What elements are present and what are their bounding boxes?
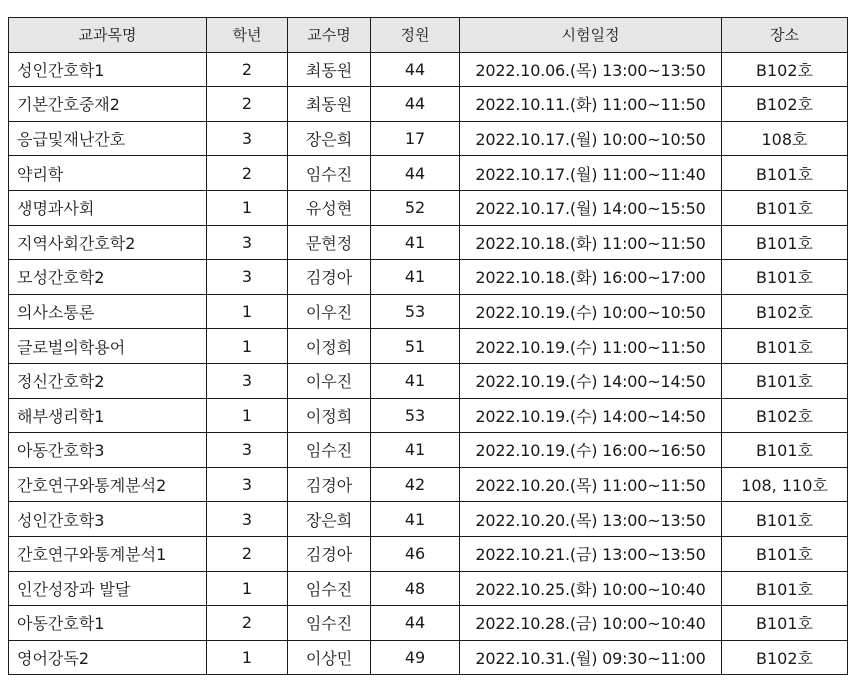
table-row [9, 225, 848, 260]
cell-quota: 44 [371, 156, 460, 191]
cell-schedule: 2022.10.11.(화) 11:00~11:50 [460, 87, 722, 122]
cell-grade: 3 [207, 121, 288, 156]
cell-subject: 간호연구와통계분석2 [9, 467, 207, 502]
cell-quota: 41 [371, 225, 460, 260]
cell-professor: 임수진 [288, 571, 371, 606]
table-body [9, 52, 848, 675]
exam-schedule-table [8, 17, 848, 675]
header-grade: 학년 [207, 18, 288, 53]
table-row [9, 433, 848, 468]
cell-place: B101호 [722, 536, 848, 571]
table-row [9, 467, 848, 502]
cell-subject: 의사소통론 [9, 294, 207, 329]
table-row [9, 363, 848, 398]
cell-quota: 41 [371, 433, 460, 468]
cell-quota: 48 [371, 571, 460, 606]
cell-schedule: 2022.10.17.(월) 11:00~11:40 [460, 156, 722, 191]
cell-place: B101호 [722, 363, 848, 398]
table-row [9, 156, 848, 191]
cell-schedule: 2022.10.06.(목) 13:00~13:50 [460, 52, 722, 87]
cell-grade: 1 [207, 571, 288, 606]
cell-place: B101호 [722, 225, 848, 260]
table-header [9, 18, 848, 53]
cell-professor: 이우진 [288, 363, 371, 398]
table-row [9, 260, 848, 295]
header-professor: 교수명 [288, 18, 371, 53]
table-row [9, 121, 848, 156]
cell-subject: 글로벌의학용어 [9, 329, 207, 364]
cell-quota: 51 [371, 329, 460, 364]
cell-schedule: 2022.10.19.(수) 14:00~14:50 [460, 398, 722, 433]
cell-subject: 정신간호학2 [9, 363, 207, 398]
cell-schedule: 2022.10.31.(월) 09:30~11:00 [460, 640, 722, 675]
cell-quota: 52 [371, 190, 460, 225]
cell-grade: 3 [207, 433, 288, 468]
cell-professor: 문현정 [288, 225, 371, 260]
cell-subject: 지역사회간호학2 [9, 225, 207, 260]
cell-grade: 1 [207, 190, 288, 225]
header-place: 장소 [722, 18, 848, 53]
table-row [9, 640, 848, 675]
table-row [9, 52, 848, 87]
cell-grade: 1 [207, 640, 288, 675]
cell-place: B102호 [722, 87, 848, 122]
cell-subject: 해부생리학1 [9, 398, 207, 433]
cell-schedule: 2022.10.18.(화) 11:00~11:50 [460, 225, 722, 260]
cell-place: B102호 [722, 398, 848, 433]
table-row [9, 571, 848, 606]
cell-subject: 기본간호중재2 [9, 87, 207, 122]
cell-place: B101호 [722, 190, 848, 225]
cell-place: B101호 [722, 606, 848, 641]
cell-place: B101호 [722, 502, 848, 537]
table-row [9, 190, 848, 225]
cell-quota: 44 [371, 87, 460, 122]
cell-quota: 17 [371, 121, 460, 156]
cell-subject: 모성간호학2 [9, 260, 207, 295]
cell-subject: 성인간호학1 [9, 52, 207, 87]
cell-quota: 49 [371, 640, 460, 675]
cell-schedule: 2022.10.25.(화) 10:00~10:40 [460, 571, 722, 606]
table-row [9, 536, 848, 571]
header-row [9, 18, 848, 53]
cell-schedule: 2022.10.19.(수) 10:00~10:50 [460, 294, 722, 329]
cell-grade: 2 [207, 156, 288, 191]
table-row [9, 398, 848, 433]
cell-place: 108, 110호 [722, 467, 848, 502]
cell-professor: 장은희 [288, 502, 371, 537]
cell-subject: 인간성장과 발달 [9, 571, 207, 606]
cell-grade: 2 [207, 536, 288, 571]
cell-professor: 김경아 [288, 260, 371, 295]
header-schedule: 시험일정 [460, 18, 722, 53]
cell-grade: 2 [207, 52, 288, 87]
cell-professor: 최동원 [288, 52, 371, 87]
cell-schedule: 2022.10.21.(금) 13:00~13:50 [460, 536, 722, 571]
cell-grade: 2 [207, 606, 288, 641]
cell-quota: 44 [371, 606, 460, 641]
cell-place: B101호 [722, 571, 848, 606]
cell-schedule: 2022.10.19.(수) 16:00~16:50 [460, 433, 722, 468]
cell-professor: 최동원 [288, 87, 371, 122]
cell-quota: 42 [371, 467, 460, 502]
cell-quota: 41 [371, 260, 460, 295]
cell-professor: 김경아 [288, 536, 371, 571]
cell-grade: 3 [207, 363, 288, 398]
cell-subject: 아동간호학1 [9, 606, 207, 641]
cell-professor: 이정희 [288, 329, 371, 364]
cell-grade: 3 [207, 225, 288, 260]
cell-place: B101호 [722, 433, 848, 468]
cell-quota: 53 [371, 398, 460, 433]
cell-place: B102호 [722, 52, 848, 87]
cell-subject: 성인간호학3 [9, 502, 207, 537]
cell-professor: 이정희 [288, 398, 371, 433]
cell-place: B101호 [722, 156, 848, 191]
cell-quota: 44 [371, 52, 460, 87]
cell-place: B102호 [722, 640, 848, 675]
cell-schedule: 2022.10.28.(금) 10:00~10:40 [460, 606, 722, 641]
cell-place: 108호 [722, 121, 848, 156]
cell-quota: 53 [371, 294, 460, 329]
cell-schedule: 2022.10.20.(목) 13:00~13:50 [460, 502, 722, 537]
cell-schedule: 2022.10.20.(목) 11:00~11:50 [460, 467, 722, 502]
table-row [9, 606, 848, 641]
cell-grade: 1 [207, 398, 288, 433]
cell-professor: 이상민 [288, 640, 371, 675]
cell-grade: 3 [207, 502, 288, 537]
cell-subject: 약리학 [9, 156, 207, 191]
cell-place: B102호 [722, 294, 848, 329]
table-row [9, 502, 848, 537]
cell-quota: 41 [371, 502, 460, 537]
cell-schedule: 2022.10.19.(수) 14:00~14:50 [460, 363, 722, 398]
cell-subject: 아동간호학3 [9, 433, 207, 468]
cell-subject: 간호연구와통계분석1 [9, 536, 207, 571]
cell-schedule: 2022.10.18.(화) 16:00~17:00 [460, 260, 722, 295]
cell-grade: 1 [207, 294, 288, 329]
header-quota: 정원 [371, 18, 460, 53]
header-subject: 교과목명 [9, 18, 207, 53]
table-row [9, 87, 848, 122]
table-row [9, 294, 848, 329]
cell-subject: 영어강독2 [9, 640, 207, 675]
cell-professor: 이우진 [288, 294, 371, 329]
cell-quota: 41 [371, 363, 460, 398]
cell-subject: 응급및재난간호 [9, 121, 207, 156]
cell-grade: 1 [207, 329, 288, 364]
cell-schedule: 2022.10.17.(월) 10:00~10:50 [460, 121, 722, 156]
cell-grade: 2 [207, 87, 288, 122]
cell-quota: 46 [371, 536, 460, 571]
cell-professor: 김경아 [288, 467, 371, 502]
cell-professor: 임수진 [288, 606, 371, 641]
table-row [9, 329, 848, 364]
cell-subject: 생명과사회 [9, 190, 207, 225]
cell-professor: 유성현 [288, 190, 371, 225]
cell-professor: 장은희 [288, 121, 371, 156]
cell-schedule: 2022.10.17.(월) 14:00~15:50 [460, 190, 722, 225]
cell-professor: 임수진 [288, 433, 371, 468]
cell-professor: 임수진 [288, 156, 371, 191]
cell-schedule: 2022.10.19.(수) 11:00~11:50 [460, 329, 722, 364]
cell-grade: 3 [207, 260, 288, 295]
cell-place: B101호 [722, 260, 848, 295]
cell-place: B101호 [722, 329, 848, 364]
cell-grade: 3 [207, 467, 288, 502]
